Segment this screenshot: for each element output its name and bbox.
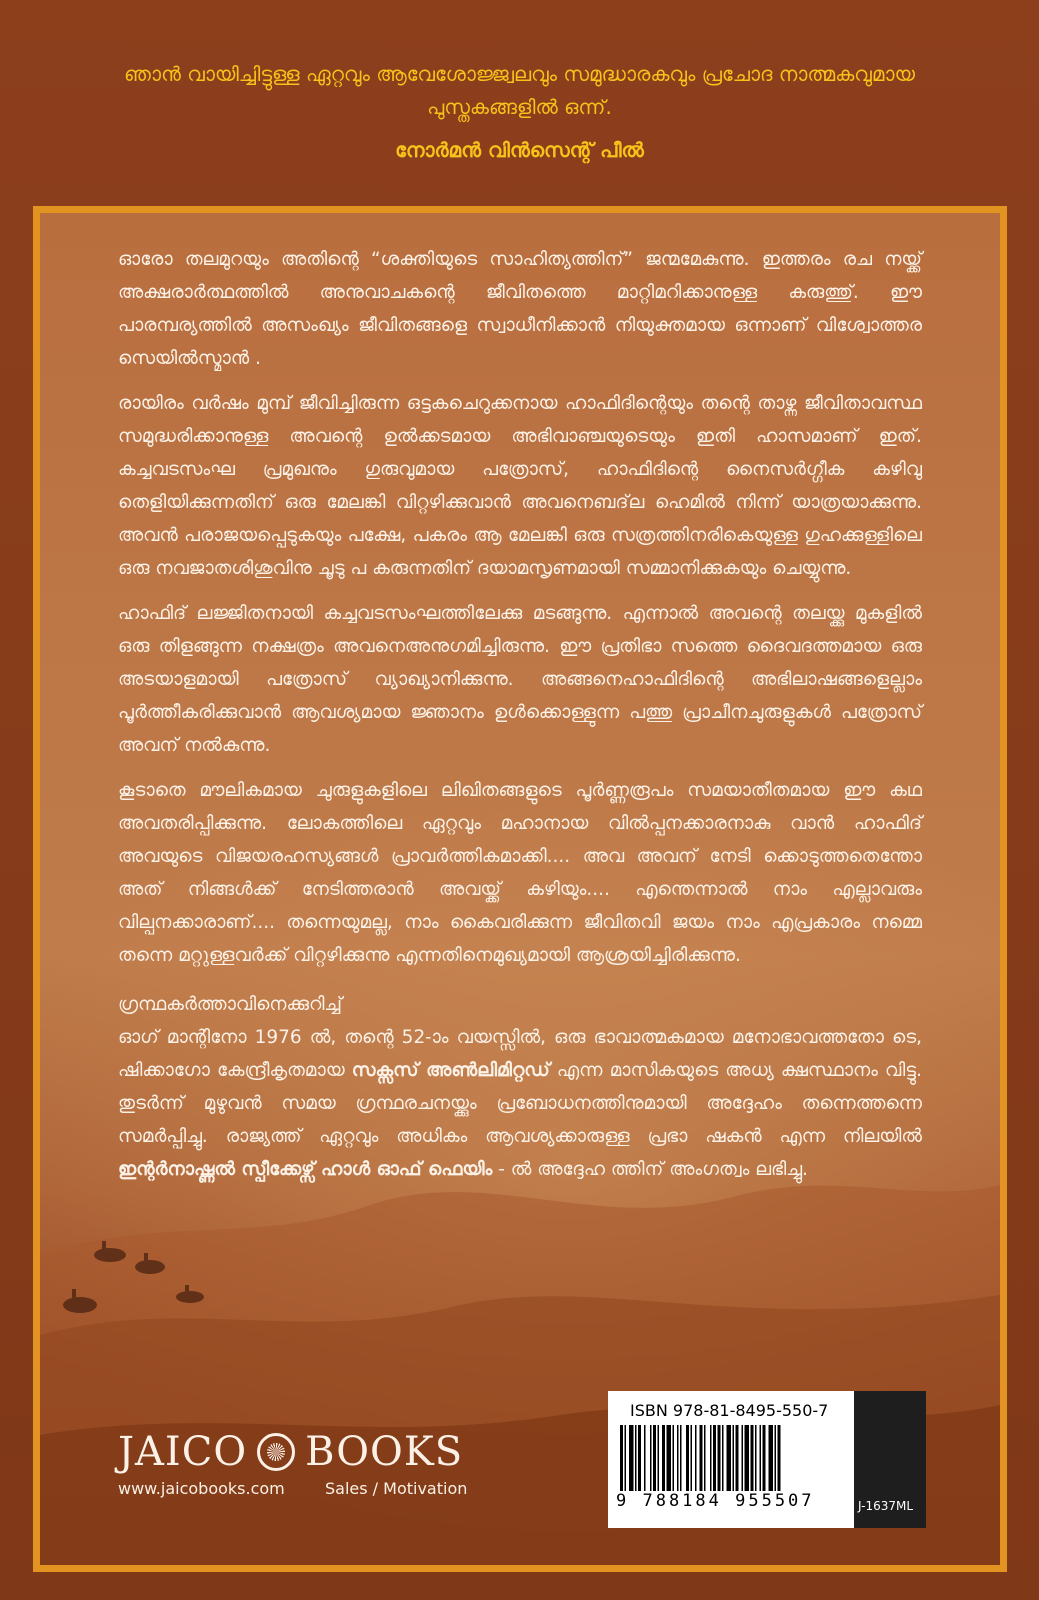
magazine-name: സക്സസ് അൺലിമിറ്റഡ് [351, 1060, 550, 1081]
about-author-heading: ഗ്രന്ഥകർത്താവിനെക്കുറിച്ച് [118, 994, 342, 1015]
hall-of-fame-name: ഇന്റർനാഷ്ണൽ സ്പീക്കേഴ്സ് ഹാൾ ഓഫ് ഫെയിം [118, 1159, 493, 1180]
description-paragraph: രായിരം വർഷം മുമ്പ് ജീവിച്ചിരുന്ന ഒട്ടകചെറുക്കനായ ഹാഫിദിന്റെയും തന്റെ താഴ്ന്ന ജീവിതാവസ്ഥ സമുദ്ധരിക്കാനുള്ള അവന്റെ ഉൽക്കടമായ അഭിവാഞ്ചയുടെയും ഇതി ഹാസമാണ് ഇത്. കച്ചവടസംഘ പ്രമുഖനും ഗുരുവുമായ പത്രോസ്, ഹാഫിദിന്റെ നൈസർഗ്ഗീക കഴിവു തെളിയിക്കുന്നതിന് ഒരു മേലങ്കി വിറ്റഴിക്കുവാൻ അവനെബദ്‌ല ഹെമിൽ നിന്ന് യാത്രയാക്കുന്നു. അവൻ പരാജയപ്പെടുകയും പക്ഷേ, പകരം ആ മേലങ്കി ഒരു സത്രത്തിനരികെയുള്ള ഗുഹക്കുള്ളിലെ ഒരു നവജാതശിശുവിനു ചൂടു പ കരുന്നതിന് ദയാമസൃണമായി സമ്മാനിക്കുകയും ചെയ്യുന്നു. [118, 393, 922, 579]
description-paragraph: ഹാഫിദ് ലജ്ജിതനായി കച്ചവടസംഘത്തിലേക്കു മടങ്ങുന്നു. എന്നാൽ അവന്റെ തലയ്ക്കു മുകളിൽ ഒരു തിളങ്ങുന്ന നക്ഷത്രം അവനെഅനുഗമിച്ചിരുന്നു. ഈ പ്രതിഭാ സത്തെ ദൈവദത്തമായ ഒരു അടയാളമായി പത്രോസ് വ്യാഖ്യാനിക്കുന്നു. അങ്ങനെഹാഫിദിന്റെ അഭിലാഷങ്ങളെല്ലാം പൂർത്തീകരിക്കുവാൻ ആവശ്യമായ ജ്ഞാനം ഉൾക്കൊള്ളുന്ന പത്തു പ്രാചീനചുരുളുകൾ പത്രോസ് അവന് നൽകുന്നു. [118, 603, 922, 756]
logo-word-right: BOOKS [305, 1429, 464, 1475]
endorsement-quote: ഞാൻ വായിച്ചിട്ടുള്ള ഏറ്റവും ആവേശോജ്ജ്വലവും സമുദ്ധാരകവും പ്രചോദ നാത്മകവുമായ പുസ്തകങ്ങളിൽ ഒന്ന്. [124, 62, 915, 119]
about-author-part: എന്ന മാസികയുടെ അധ്യ ക്ഷസ്ഥാനം വിട്ടു. തുടർന്ന് മുഴുവൻ സമയ ഗ്രന്ഥരചനയ്ക്കും പ്രബോധനത്തിനുമായി അദ്ദേഹം തന്നെത്തന്നെ സമർപ്പിച്ചു. രാജ്യത്ത് ഏറ്റവും അധികം ആവശ്യക്കാരുള്ള പ്രഭാ ഷകൻ എന്ന നിലയിൽ [118, 1060, 922, 1147]
about-author-part: ഓഗ് മാന്റിനോ 1976 ൽ, തന്റെ 52-ാം വയസ്സിൽ, ഒരു ഭാവാത്മകമായ മനോഭാവത്തതോ ടെ, ഷിക്കാഗോ കേന്ദ്രീകൃതമായ [118, 1027, 922, 1081]
publisher-website: www.jaicobooks.com [118, 1479, 285, 1498]
description-paragraph: ഓരോ തലമുറയും അതിന്റെ “ശക്തിയുടെ സാഹിത്യത്തിന്” ജന്മമേകുന്നു. ഇത്തരം രച നയ്ക്ക് അക്ഷരാർത്ഥത്തിൽ അനുവാചകന്റെ ജീവിതത്തെ മാറ്റിമറിക്കാനുള്ള കരുത്തു്. ഈ പാരമ്പര്യത്തിൽ അസംഖ്യം ജീവിതങ്ങളെ സ്വാധീനിക്കാൻ നിയുക്തമായ ഒന്നാണ് വിശ്വോത്തര സെയിൽസ്മാൻ . [118, 249, 922, 369]
book-code: J-1637ML [858, 1499, 914, 1513]
description-text [118, 243, 922, 1186]
endorsement-author: നോർമൻ വിൻസെന്റ് പീൽ [395, 138, 644, 162]
barcode-digits: 9 788184 955507 [616, 1491, 815, 1511]
about-author-part: - ൽ അദ്ദേഹ ത്തിന് അംഗത്വം ലഭിച്ചു. [492, 1159, 808, 1180]
description-paragraph: കൂടാതെ മൗലികമായ ചുരുളുകളിലെ ലിഖിതങ്ങളുടെ പൂർണ്ണരൂപം സമയാതീതമായ ഈ കഥ അവതരിപ്പിക്കുന്നു. ലോകത്തിലെ ഏറ്റവും മഹാനായ വിൽപ്പനക്കാരനാകു വാൻ ഹാഫിദ് അവയുടെ വിജയരഹസ്യങ്ങൾ പ്രാവർത്തികമാക്കി.... അവ അവന് നേടി ക്കൊടുത്തതെന്തോ അത് നിങ്ങൾക്ക് നേടിത്തരാൻ അവയ്ക്ക് കഴിയും.... എന്തെന്നാൽ നാം എല്ലാവരും വില്പനക്കാരാണ്.... തന്നെയുമല്ല, നാം കൈവരിക്കുന്ന ജീവിതവി ജയം നാം എപ്രകാരം നമ്മെ തന്നെ മറ്റുള്ളവർക്ക് വിറ്റഴിക്കുന്നു എന്നതിനെമുഖ്യമായി ആശ്രയിച്ചിരിക്കുന്നു. [118, 780, 922, 966]
book-category: Sales / Motivation [325, 1479, 468, 1498]
about-author-text [118, 1021, 922, 1186]
isbn-label: ISBN 978-81-8495-550-7 [630, 1401, 829, 1420]
wheel-icon [257, 1433, 295, 1471]
isbn-barcode [608, 1391, 926, 1528]
logo-word-left: JAICO [118, 1429, 248, 1475]
description-panel [33, 206, 1007, 1572]
barcode-bars [620, 1425, 848, 1491]
publisher-logo [118, 1429, 463, 1475]
